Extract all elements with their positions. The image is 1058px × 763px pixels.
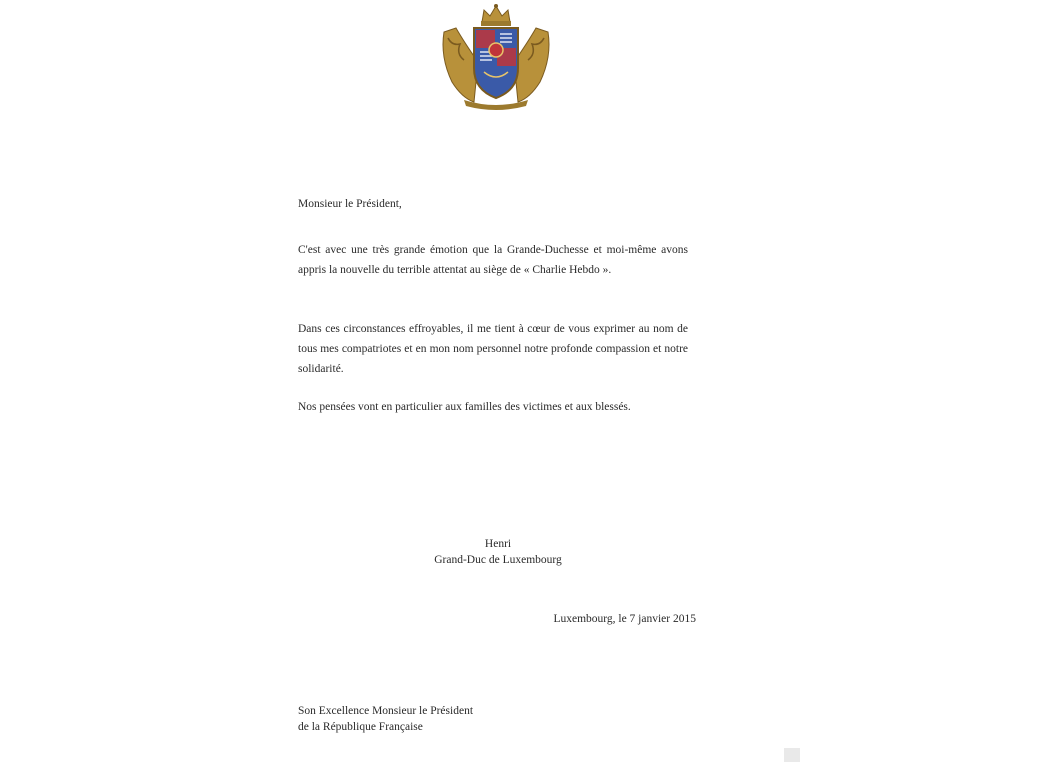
body-paragraph-3: Nos pensées vont en particulier aux familles des victimes et aux blessés. [298, 401, 631, 413]
place-date: Luxembourg, le 7 janvier 2015 [553, 613, 696, 625]
body-paragraph-2: Dans ces circonstances effroyables, il me tient à cœur de vous exprimer au nom de tous mes compatriotes et en mon nom personnel notre profonde compassion et notre solidarité. [298, 323, 688, 375]
page-corner-mark [784, 748, 800, 762]
signature-name: Henri [484, 538, 512, 550]
body-paragraph-1: C'est avec une très grande émotion que la Grande-Duchesse et moi-même avons appris la nouvelle du terrible attentat au siège de « Charlie Hebdo ». [298, 244, 688, 276]
recipient-line-1: Son Excellence Monsieur le Président [298, 705, 474, 717]
coat-of-arms-icon [434, 2, 558, 110]
recipient-address [298, 703, 598, 735]
signature-title: Grand-Duc de Luxembourg [434, 554, 562, 566]
signature-block [398, 536, 598, 568]
salutation: Monsieur le Président, [298, 198, 402, 210]
recipient-line-2: de la République Française [298, 721, 423, 733]
